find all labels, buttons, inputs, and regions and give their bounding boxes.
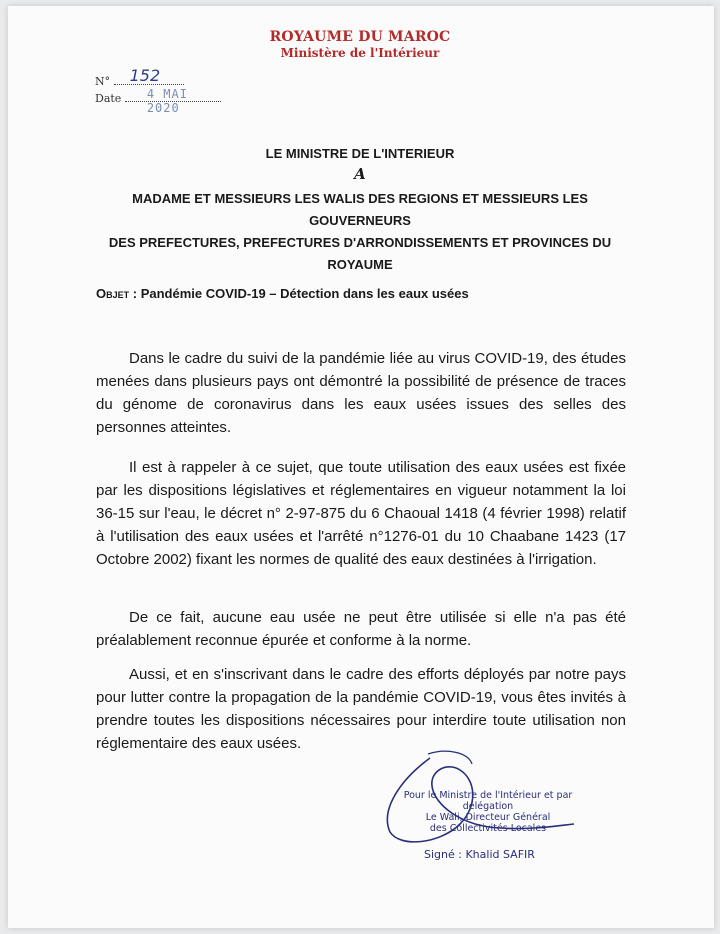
addressee-line: DES PREFECTURES, PREFECTURES D'ARRONDISSEMENTS ET PROVINCES DU — [108, 235, 612, 250]
number-field — [114, 66, 184, 85]
signed-by: Signé : Khalid SAFIR — [424, 848, 535, 861]
signature-block — [388, 790, 588, 834]
reference-date — [95, 87, 221, 115]
sender-title: LE MINISTRE DE L'INTERIEUR — [265, 146, 455, 161]
body-paragraph: Dans le cadre du suivi de la pandémie liée au virus COVID-19, des études menées dans plusieurs pays ont démontré la possibilité de présence de traces du génome de coronavirus dans les eaux usées issues des selles des personnes atteintes. — [96, 350, 626, 436]
addressee-line: MADAME ET MESSIEURS LES WALIS DES REGIONS ET MESSIEURS LES GOUVERNEURS — [132, 191, 588, 228]
addressees — [90, 188, 630, 276]
body-paragraph: Aussi, et en s'inscrivant dans le cadre des efforts déployés par notre pays pour lutter contre la propagation de la pandémie COVID-19, vous êtes invités à prendre toutes les dispositions nécessaires pour interdire toute utilisation non réglementaire des eaux usées. — [96, 666, 626, 752]
ministry-title: Ministère de l'Intérieur — [280, 46, 440, 60]
body-paragraph: De ce fait, aucune eau usée ne peut être utilisée si elle n'a pas été préalablement reconnue épurée et conforme à la norme. — [96, 609, 626, 649]
body-paragraph: Il est à rappeler à ce sujet, que toute utilisation des eaux usées est fixée par les dispositions législatives et réglementaires en vigueur notamment la loi 36-15 sur l'eau, le décret n° 2-97-875 du 6 Chaoual 1418 (4 février 1998) relatif à l'utilisation des eaux usées et l'arrêté n°1276-01 du 10 Chaabane 1423 (17 Octobre 2002) fixant les normes de qualité des eaux destinées à l'irrigation. — [96, 459, 626, 568]
date-field — [125, 87, 221, 115]
date-value: 4 MAI 2020 — [146, 87, 188, 115]
number-value: 152 — [129, 66, 161, 85]
signature-line: des Collectivités Locales — [429, 823, 547, 834]
signature-line: Le Wali, Directeur Général — [425, 812, 551, 823]
kingdom-title: ROYAUME DU MAROC — [269, 29, 451, 45]
subject-text: Pandémie COVID-19 – Détection dans les eaux usées — [140, 286, 469, 301]
number-label: N° — [95, 75, 111, 88]
signature-line: Pour le Ministre de l'Intérieur et par délégation — [403, 790, 573, 812]
to-marker: A — [354, 165, 366, 183]
reference-number — [95, 66, 184, 88]
subject-line — [96, 286, 469, 301]
subject-label: Objet : — [96, 286, 138, 301]
date-label: Date — [95, 92, 122, 105]
addressee-line: ROYAUME — [327, 257, 393, 272]
